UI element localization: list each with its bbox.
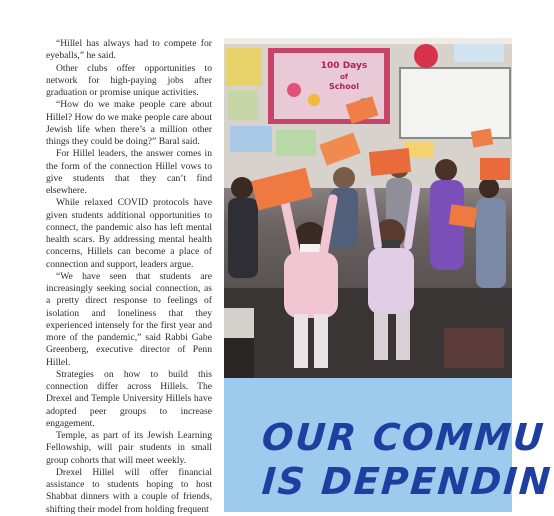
article-column — [46, 38, 212, 516]
held-card — [471, 128, 493, 147]
article-paragraph: While relaxed COVID protocols have given students additional opportunities to connect, the pandemic also has left mental health scars. By addressing mental health concerns, Hillels can become a place of connection and support, leaders argue. — [46, 197, 212, 270]
article-paragraph: “We have seen that students are increasingly seeking social connection, as a pretty direct response to feelings of isolation and loneliness that they experienced intensely for the first year and more of the pandemic,” said Rabbi Gabe Greenberg, executive director of Penn Hillel. — [46, 270, 212, 368]
child-body — [284, 252, 338, 318]
wall-sign — [454, 44, 504, 62]
board-text: 100 Days — [320, 61, 368, 71]
banner-headline-line: OUR COMMU — [260, 416, 547, 459]
rug — [444, 328, 504, 368]
held-card — [369, 148, 411, 176]
headline-banner — [224, 378, 554, 512]
wall-decoration — [414, 44, 438, 68]
article-paragraph: Drexel Hillel will offer financial assistance to students hoping to host Shabbat dinners with a couple of friends, shifting their model from holding frequent — [46, 466, 212, 515]
child-body — [476, 198, 506, 288]
child-leg — [374, 310, 388, 360]
classroom-illustration — [224, 38, 512, 378]
child-leg — [396, 310, 410, 360]
ceiling — [224, 38, 512, 44]
board-text: of — [340, 73, 348, 81]
article-paragraph: Temple, as part of its Jewish Learning Fellowship, will pair students in small group cohorts that will meet weekly. — [46, 430, 212, 466]
child-head — [479, 178, 499, 198]
poster — [228, 90, 258, 120]
article-paragraph: Other clubs offer opportunities to network for high-paying jobs after graduation or promise unique activities. — [46, 62, 212, 98]
child-body — [368, 248, 414, 314]
classroom-photo — [224, 38, 512, 378]
article-paragraph: Strategies on how to build this connection differ across Hillels. The Drexel and Temple University Hillels have adopted peer groups to increase engagement. — [46, 368, 212, 429]
article-paragraph: For Hillel leaders, the answer comes in the form of the connection Hillel vows to give students that they can’t find elsewhere. — [46, 148, 212, 196]
whiteboard — [400, 68, 510, 138]
poster — [226, 48, 262, 86]
child-head — [435, 159, 457, 181]
floor-tile — [224, 308, 254, 338]
child-head — [231, 177, 253, 199]
board-decoration — [308, 94, 320, 106]
child-arm — [365, 184, 382, 250]
article-paragraph: “How do we make people care about Hillel? How do we make people care about Jewish life when there’s a million other things they could be doing?” Baral said. — [46, 99, 212, 147]
held-card — [449, 204, 478, 227]
child-leg — [314, 314, 328, 368]
child-leg — [294, 314, 308, 368]
poster — [230, 126, 272, 152]
held-card — [480, 158, 510, 180]
poster — [276, 130, 316, 156]
banner-headline-line: IS DEPENDIN — [260, 460, 554, 503]
board-text: School — [329, 82, 359, 91]
child-head — [333, 167, 355, 189]
article-paragraph: “Hillel has always had to compete for eyeballs,” he said. — [46, 38, 212, 62]
board-decoration — [287, 83, 301, 97]
child-body — [228, 198, 258, 278]
floor-tile — [224, 338, 254, 378]
